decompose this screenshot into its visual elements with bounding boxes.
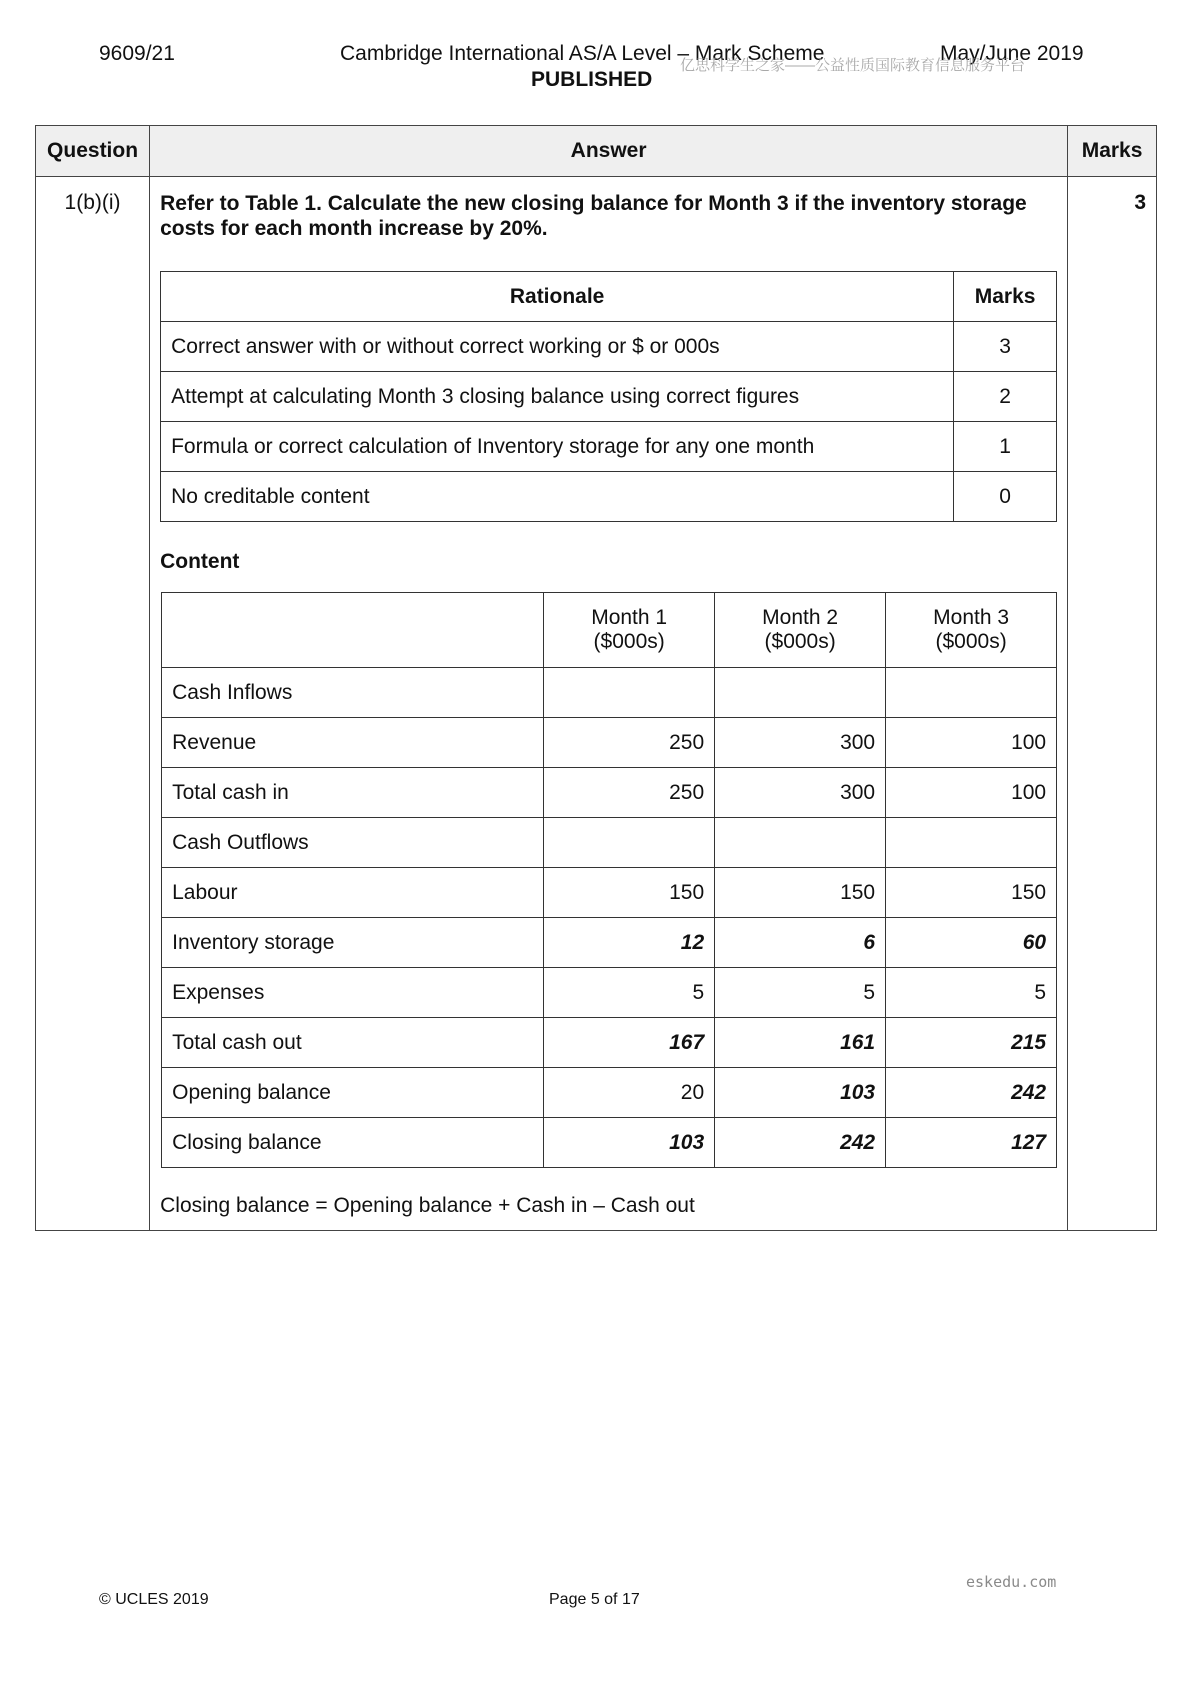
cell-value: 12 [544, 918, 715, 968]
rationale-row [161, 422, 1057, 472]
month-column-header [544, 593, 715, 668]
cell-value: 300 [715, 718, 886, 768]
cash-flow-row [162, 718, 1057, 768]
cash-flow-corner-cell [162, 593, 544, 668]
document-code: 9609/21 [99, 42, 175, 65]
cell-value: 20 [544, 1068, 715, 1118]
cell-value: 242 [886, 1068, 1057, 1118]
cell-value: 100 [886, 768, 1057, 818]
cell-value: 150 [886, 868, 1057, 918]
row-label: Total cash out [162, 1018, 544, 1068]
page-number: Page 5 of 17 [549, 1591, 640, 1608]
cell-value: 103 [544, 1118, 715, 1168]
rationale-table [160, 271, 1057, 522]
marks-value: 3 [1068, 177, 1157, 1231]
cash-flow-row [162, 818, 1057, 868]
cash-flow-row [162, 1118, 1057, 1168]
row-label: Cash Outflows [162, 818, 544, 868]
month-unit: ($000s) [764, 630, 836, 653]
cash-flow-row [162, 768, 1057, 818]
content-label: Content [160, 550, 240, 573]
watermark-text: 亿思科学生之家——公益性质国际教育信息服务平台 [680, 57, 1026, 74]
cash-flow-body [162, 668, 1057, 1168]
rationale-marks: 0 [954, 472, 1057, 522]
rationale-row [161, 322, 1057, 372]
published-label: PUBLISHED [531, 68, 653, 91]
cell-value: 150 [544, 868, 715, 918]
rationale-row [161, 372, 1057, 422]
cell-value: 215 [886, 1018, 1057, 1068]
document-title: Cambridge International AS/A Level – Mark Scheme [340, 42, 825, 65]
question-text: Refer to Table 1. Calculate the new closing balance for Month 3 if the inventory storage costs for each month increase by 20%. [160, 192, 1027, 240]
month-column-header [715, 593, 886, 668]
cell-value: 150 [715, 868, 886, 918]
mark-scheme-table [35, 125, 1157, 1231]
row-label: Inventory storage [162, 918, 544, 968]
rationale-marks-header: Marks [954, 272, 1057, 322]
cell-value: 6 [715, 918, 886, 968]
cell-value: 5 [886, 968, 1057, 1018]
cell-value: 242 [715, 1118, 886, 1168]
answer-cell [150, 177, 1068, 1231]
rationale-marks: 1 [954, 422, 1057, 472]
rationale-text: Correct answer with or without correct working or $ or 000s [161, 322, 954, 372]
answer-header: Answer [150, 126, 1068, 177]
cell-value: 60 [886, 918, 1057, 968]
cell-value: 250 [544, 718, 715, 768]
month-label: Month 2 [762, 606, 839, 629]
rationale-marks: 3 [954, 322, 1057, 372]
cash-flow-row [162, 918, 1057, 968]
rationale-header: Rationale [161, 272, 954, 322]
row-label: Opening balance [162, 1068, 544, 1118]
month-unit: ($000s) [935, 630, 1007, 653]
cell-value: 100 [886, 718, 1057, 768]
cash-flow-row [162, 868, 1057, 918]
row-label: Labour [162, 868, 544, 918]
cell-value: 5 [544, 968, 715, 1018]
closing-balance-formula: Closing balance = Opening balance + Cash in – Cash out [160, 1194, 695, 1217]
cash-flow-row [162, 1018, 1057, 1068]
rationale-text: No creditable content [161, 472, 954, 522]
cash-flow-row [162, 968, 1057, 1018]
exam-session: May/June 2019 [940, 42, 1084, 65]
row-label: Total cash in [162, 768, 544, 818]
cell-value: 103 [715, 1068, 886, 1118]
cell-value [886, 818, 1057, 868]
cell-value: 127 [886, 1118, 1057, 1168]
month-label: Month 1 [591, 606, 668, 629]
cash-flow-row [162, 1068, 1057, 1118]
cell-value [544, 668, 715, 718]
site-watermark: eskedu.com [966, 1573, 1057, 1591]
cell-value [886, 668, 1057, 718]
cell-value: 5 [715, 968, 886, 1018]
cell-value: 250 [544, 768, 715, 818]
row-label: Cash Inflows [162, 668, 544, 718]
question-header: Question [36, 126, 150, 177]
cash-flow-row [162, 668, 1057, 718]
row-label: Revenue [162, 718, 544, 768]
month-unit: ($000s) [593, 630, 665, 653]
rationale-text: Attempt at calculating Month 3 closing balance using correct figures [161, 372, 954, 422]
rationale-text: Formula or correct calculation of Inventory storage for any one month [161, 422, 954, 472]
question-number: 1(b)(i) [36, 177, 150, 1231]
rationale-marks: 2 [954, 372, 1057, 422]
cell-value: 300 [715, 768, 886, 818]
marks-header: Marks [1068, 126, 1157, 177]
cell-value: 161 [715, 1018, 886, 1068]
row-label: Closing balance [162, 1118, 544, 1168]
month-column-header [886, 593, 1057, 668]
cell-value: 167 [544, 1018, 715, 1068]
month-label: Month 3 [933, 606, 1010, 629]
rationale-row [161, 472, 1057, 522]
cell-value [715, 668, 886, 718]
cell-value [544, 818, 715, 868]
cash-flow-table [161, 592, 1057, 1168]
copyright: © UCLES 2019 [99, 1591, 209, 1608]
cell-value [715, 818, 886, 868]
row-label: Expenses [162, 968, 544, 1018]
